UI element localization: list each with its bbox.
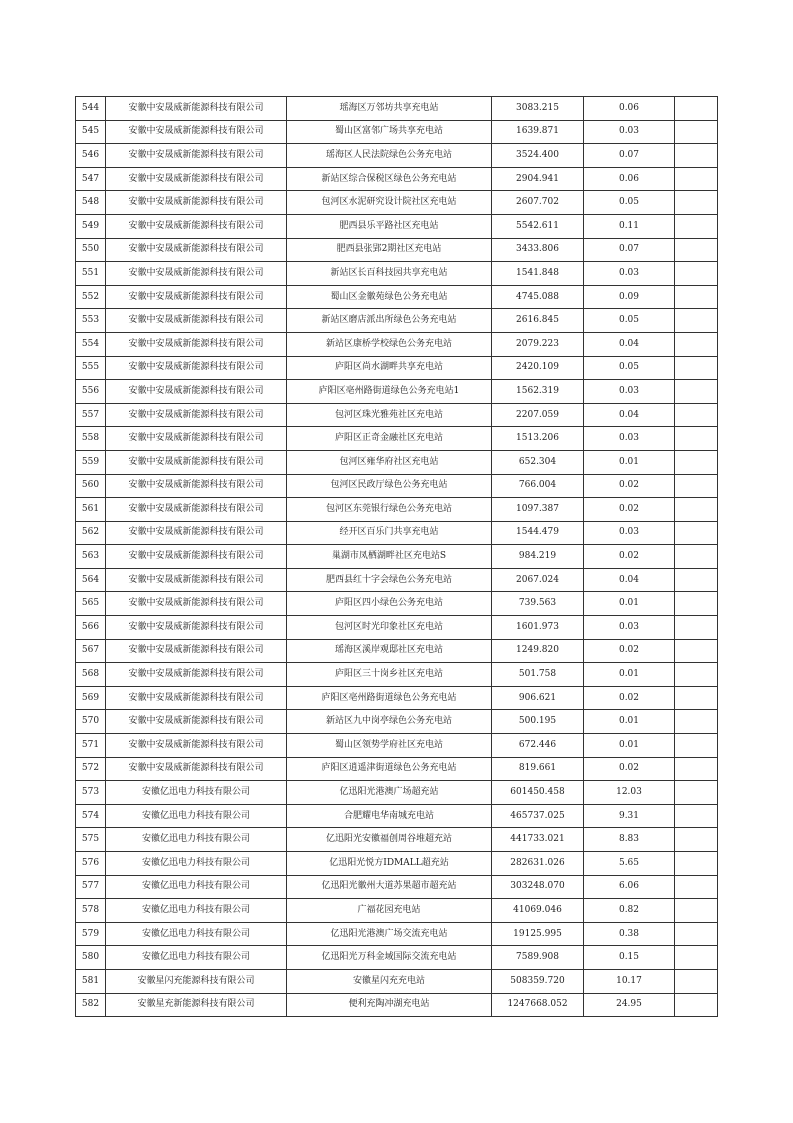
table-row xyxy=(76,262,718,286)
station-name-cell: 瑶海区万邻坊共享充电站 xyxy=(287,97,492,121)
table-row xyxy=(76,804,718,828)
ratio-cell: 0.02 xyxy=(584,498,675,522)
row-number-cell: 549 xyxy=(76,214,106,238)
table-row xyxy=(76,686,718,710)
company-name-cell: 安徽中安晟威新能源科技有限公司 xyxy=(106,710,287,734)
company-name-cell: 安徽亿迅电力科技有限公司 xyxy=(106,828,287,852)
station-name-cell: 新站区磨店派出所绿色公务充电站 xyxy=(287,309,492,333)
company-name-cell: 安徽中安晟威新能源科技有限公司 xyxy=(106,498,287,522)
empty-cell xyxy=(675,616,718,640)
ratio-cell: 0.05 xyxy=(584,356,675,380)
company-name-cell: 安徽中安晟威新能源科技有限公司 xyxy=(106,663,287,687)
row-number-cell: 580 xyxy=(76,946,106,970)
ratio-cell: 0.06 xyxy=(584,97,675,121)
row-number-cell: 558 xyxy=(76,427,106,451)
table-row xyxy=(76,639,718,663)
station-name-cell: 庐阳区三十岗乡社区充电站 xyxy=(287,663,492,687)
charge-amount-cell: 2616.845 xyxy=(492,309,584,333)
charge-amount-cell: 1544.479 xyxy=(492,521,584,545)
table-body xyxy=(76,97,718,1017)
charge-amount-cell: 766.004 xyxy=(492,474,584,498)
charge-amount-cell: 303248.070 xyxy=(492,875,584,899)
table-row xyxy=(76,144,718,168)
table-row xyxy=(76,120,718,144)
ratio-cell: 0.09 xyxy=(584,285,675,309)
station-name-cell: 新站区长百科技园共享充电站 xyxy=(287,262,492,286)
empty-cell xyxy=(675,875,718,899)
station-name-cell: 包河区珠光雅苑社区充电站 xyxy=(287,403,492,427)
charge-amount-cell: 906.621 xyxy=(492,686,584,710)
empty-cell xyxy=(675,663,718,687)
company-name-cell: 安徽中安晟威新能源科技有限公司 xyxy=(106,592,287,616)
ratio-cell: 0.03 xyxy=(584,616,675,640)
company-name-cell: 安徽中安晟威新能源科技有限公司 xyxy=(106,262,287,286)
company-name-cell: 安徽中安晟威新能源科技有限公司 xyxy=(106,474,287,498)
ratio-cell: 0.11 xyxy=(584,214,675,238)
ratio-cell: 0.01 xyxy=(584,710,675,734)
station-name-cell: 亿迅阳光港澳广场交流充电站 xyxy=(287,922,492,946)
charge-amount-cell: 1247668.052 xyxy=(492,993,584,1017)
charge-amount-cell: 652.304 xyxy=(492,450,584,474)
station-name-cell: 包河区水泥研究设计院社区充电站 xyxy=(287,191,492,215)
ratio-cell: 5.65 xyxy=(584,852,675,876)
charge-amount-cell: 3524.400 xyxy=(492,144,584,168)
company-name-cell: 安徽亿迅电力科技有限公司 xyxy=(106,781,287,805)
table-row xyxy=(76,969,718,993)
empty-cell xyxy=(675,686,718,710)
ratio-cell: 24.95 xyxy=(584,993,675,1017)
row-number-cell: 569 xyxy=(76,686,106,710)
charge-amount-cell: 500.195 xyxy=(492,710,584,734)
row-number-cell: 578 xyxy=(76,899,106,923)
row-number-cell: 567 xyxy=(76,639,106,663)
empty-cell xyxy=(675,356,718,380)
charge-amount-cell: 501.758 xyxy=(492,663,584,687)
ratio-cell: 0.03 xyxy=(584,380,675,404)
company-name-cell: 安徽中安晟威新能源科技有限公司 xyxy=(106,545,287,569)
row-number-cell: 545 xyxy=(76,120,106,144)
empty-cell xyxy=(675,899,718,923)
station-name-cell: 肥西县红十字会绿色公务充电站 xyxy=(287,568,492,592)
charge-amount-cell: 41069.046 xyxy=(492,899,584,923)
station-name-cell: 新站区九中岗亭绿色公务充电站 xyxy=(287,710,492,734)
ratio-cell: 0.04 xyxy=(584,403,675,427)
empty-cell xyxy=(675,545,718,569)
table-row xyxy=(76,450,718,474)
station-name-cell: 巢湖市凤栖湖畔社区充电站S xyxy=(287,545,492,569)
table-row xyxy=(76,922,718,946)
ratio-cell: 12.03 xyxy=(584,781,675,805)
row-number-cell: 544 xyxy=(76,97,106,121)
station-name-cell: 庐阳区亳州路街道绿色公务充电站1 xyxy=(287,380,492,404)
table-row xyxy=(76,191,718,215)
empty-cell xyxy=(675,828,718,852)
company-name-cell: 安徽星闪充能源科技有限公司 xyxy=(106,969,287,993)
ratio-cell: 0.02 xyxy=(584,545,675,569)
station-name-cell: 亿迅阳光万科金域国际交流充电站 xyxy=(287,946,492,970)
company-name-cell: 安徽亿迅电力科技有限公司 xyxy=(106,875,287,899)
charge-amount-cell: 1097.387 xyxy=(492,498,584,522)
company-name-cell: 安徽中安晟威新能源科技有限公司 xyxy=(106,521,287,545)
ratio-cell: 6.06 xyxy=(584,875,675,899)
empty-cell xyxy=(675,592,718,616)
ratio-cell: 0.04 xyxy=(584,332,675,356)
row-number-cell: 546 xyxy=(76,144,106,168)
station-name-cell: 安徽星闪充充电站 xyxy=(287,969,492,993)
table-row xyxy=(76,97,718,121)
station-name-cell: 经开区百乐门共享充电站 xyxy=(287,521,492,545)
empty-cell xyxy=(675,710,718,734)
charge-amount-cell: 2904.941 xyxy=(492,167,584,191)
charge-amount-cell: 282631.026 xyxy=(492,852,584,876)
row-number-cell: 572 xyxy=(76,757,106,781)
row-number-cell: 570 xyxy=(76,710,106,734)
row-number-cell: 561 xyxy=(76,498,106,522)
row-number-cell: 548 xyxy=(76,191,106,215)
ratio-cell: 0.15 xyxy=(584,946,675,970)
table-row xyxy=(76,167,718,191)
empty-cell xyxy=(675,144,718,168)
company-name-cell: 安徽中安晟威新能源科技有限公司 xyxy=(106,167,287,191)
row-number-cell: 579 xyxy=(76,922,106,946)
charge-amount-cell: 441733.021 xyxy=(492,828,584,852)
station-name-cell: 新站区康桥学校绿色公务充电站 xyxy=(287,332,492,356)
row-number-cell: 560 xyxy=(76,474,106,498)
charge-amount-cell: 1541.848 xyxy=(492,262,584,286)
station-name-cell: 包河区东莞银行绿色公务充电站 xyxy=(287,498,492,522)
ratio-cell: 0.01 xyxy=(584,734,675,758)
charge-amount-cell: 1513.206 xyxy=(492,427,584,451)
ratio-cell: 0.03 xyxy=(584,521,675,545)
charge-amount-cell: 1249.820 xyxy=(492,639,584,663)
empty-cell xyxy=(675,734,718,758)
company-name-cell: 安徽中安晟威新能源科技有限公司 xyxy=(106,403,287,427)
row-number-cell: 568 xyxy=(76,663,106,687)
table-row xyxy=(76,993,718,1017)
charge-amount-cell: 1562.319 xyxy=(492,380,584,404)
row-number-cell: 556 xyxy=(76,380,106,404)
ratio-cell: 0.02 xyxy=(584,639,675,663)
ratio-cell: 0.01 xyxy=(584,592,675,616)
row-number-cell: 565 xyxy=(76,592,106,616)
charge-amount-cell: 508359.720 xyxy=(492,969,584,993)
table-row xyxy=(76,356,718,380)
table-row xyxy=(76,899,718,923)
table-row xyxy=(76,238,718,262)
company-name-cell: 安徽中安晟威新能源科技有限公司 xyxy=(106,450,287,474)
company-name-cell: 安徽亿迅电力科技有限公司 xyxy=(106,922,287,946)
empty-cell xyxy=(675,969,718,993)
charge-amount-cell: 2607.702 xyxy=(492,191,584,215)
empty-cell xyxy=(675,946,718,970)
charge-amount-cell: 672.446 xyxy=(492,734,584,758)
ratio-cell: 0.05 xyxy=(584,191,675,215)
table-row xyxy=(76,380,718,404)
ratio-cell: 0.82 xyxy=(584,899,675,923)
empty-cell xyxy=(675,781,718,805)
row-number-cell: 576 xyxy=(76,852,106,876)
company-name-cell: 安徽中安晟威新能源科技有限公司 xyxy=(106,757,287,781)
company-name-cell: 安徽亿迅电力科技有限公司 xyxy=(106,852,287,876)
station-name-cell: 肥西县乐平路社区充电站 xyxy=(287,214,492,238)
company-name-cell: 安徽星充新能源科技有限公司 xyxy=(106,993,287,1017)
charge-amount-cell: 2067.024 xyxy=(492,568,584,592)
company-name-cell: 安徽中安晟威新能源科技有限公司 xyxy=(106,309,287,333)
row-number-cell: 574 xyxy=(76,804,106,828)
charge-amount-cell: 2079.223 xyxy=(492,332,584,356)
station-name-cell: 包河区雍华府社区充电站 xyxy=(287,450,492,474)
row-number-cell: 571 xyxy=(76,734,106,758)
table-row xyxy=(76,710,718,734)
ratio-cell: 0.02 xyxy=(584,474,675,498)
company-name-cell: 安徽亿迅电力科技有限公司 xyxy=(106,899,287,923)
ratio-cell: 0.38 xyxy=(584,922,675,946)
empty-cell xyxy=(675,214,718,238)
station-name-cell: 亿迅阳光港澳广场超充站 xyxy=(287,781,492,805)
station-name-cell: 合肥耀电华南城充电站 xyxy=(287,804,492,828)
ratio-cell: 0.02 xyxy=(584,757,675,781)
charge-amount-cell: 3083.215 xyxy=(492,97,584,121)
company-name-cell: 安徽中安晟威新能源科技有限公司 xyxy=(106,97,287,121)
empty-cell xyxy=(675,97,718,121)
table-row xyxy=(76,427,718,451)
table-row xyxy=(76,568,718,592)
empty-cell xyxy=(675,380,718,404)
row-number-cell: 564 xyxy=(76,568,106,592)
station-name-cell: 亿迅阳光安徽福创周谷堆超充站 xyxy=(287,828,492,852)
charge-amount-cell: 2207.059 xyxy=(492,403,584,427)
row-number-cell: 573 xyxy=(76,781,106,805)
row-number-cell: 552 xyxy=(76,285,106,309)
company-name-cell: 安徽中安晟威新能源科技有限公司 xyxy=(106,686,287,710)
row-number-cell: 577 xyxy=(76,875,106,899)
station-name-cell: 亿迅阳光悦方IDMALL超充站 xyxy=(287,852,492,876)
ratio-cell: 0.02 xyxy=(584,686,675,710)
empty-cell xyxy=(675,993,718,1017)
empty-cell xyxy=(675,238,718,262)
company-name-cell: 安徽中安晟威新能源科技有限公司 xyxy=(106,285,287,309)
table-row xyxy=(76,332,718,356)
charge-amount-cell: 19125.995 xyxy=(492,922,584,946)
table-row xyxy=(76,498,718,522)
row-number-cell: 557 xyxy=(76,403,106,427)
station-name-cell: 蜀山区金徽苑绿色公务充电站 xyxy=(287,285,492,309)
table-row xyxy=(76,521,718,545)
empty-cell xyxy=(675,332,718,356)
empty-cell xyxy=(675,403,718,427)
ratio-cell: 0.05 xyxy=(584,309,675,333)
station-name-cell: 庐阳区亳州路街道绿色公务充电站 xyxy=(287,686,492,710)
empty-cell xyxy=(675,521,718,545)
station-name-cell: 蜀山区领势学府社区充电站 xyxy=(287,734,492,758)
table-row xyxy=(76,545,718,569)
company-name-cell: 安徽中安晟威新能源科技有限公司 xyxy=(106,356,287,380)
ratio-cell: 0.07 xyxy=(584,238,675,262)
ratio-cell: 0.07 xyxy=(584,144,675,168)
company-name-cell: 安徽中安晟威新能源科技有限公司 xyxy=(106,568,287,592)
company-name-cell: 安徽中安晟威新能源科技有限公司 xyxy=(106,332,287,356)
charge-amount-cell: 819.661 xyxy=(492,757,584,781)
station-name-cell: 庐阳区四小绿色公务充电站 xyxy=(287,592,492,616)
charge-amount-cell: 465737.025 xyxy=(492,804,584,828)
company-name-cell: 安徽中安晟威新能源科技有限公司 xyxy=(106,120,287,144)
station-name-cell: 庐阳区逍遥津街道绿色公务充电站 xyxy=(287,757,492,781)
empty-cell xyxy=(675,285,718,309)
station-name-cell: 庐阳区正奇金融社区充电站 xyxy=(287,427,492,451)
station-name-cell: 蜀山区富邻广场共享充电站 xyxy=(287,120,492,144)
company-name-cell: 安徽中安晟威新能源科技有限公司 xyxy=(106,616,287,640)
row-number-cell: 563 xyxy=(76,545,106,569)
empty-cell xyxy=(675,757,718,781)
ratio-cell: 0.01 xyxy=(584,450,675,474)
row-number-cell: 559 xyxy=(76,450,106,474)
empty-cell xyxy=(675,922,718,946)
empty-cell xyxy=(675,167,718,191)
station-name-cell: 瑶海区人民法院绿色公务充电站 xyxy=(287,144,492,168)
company-name-cell: 安徽中安晟威新能源科技有限公司 xyxy=(106,214,287,238)
row-number-cell: 582 xyxy=(76,993,106,1017)
table-row xyxy=(76,474,718,498)
table-row xyxy=(76,946,718,970)
row-number-cell: 553 xyxy=(76,309,106,333)
data-table xyxy=(75,96,718,1017)
row-number-cell: 550 xyxy=(76,238,106,262)
charge-amount-cell: 7589.908 xyxy=(492,946,584,970)
company-name-cell: 安徽中安晟威新能源科技有限公司 xyxy=(106,639,287,663)
table-row xyxy=(76,285,718,309)
company-name-cell: 安徽中安晟威新能源科技有限公司 xyxy=(106,191,287,215)
company-name-cell: 安徽中安晟威新能源科技有限公司 xyxy=(106,380,287,404)
ratio-cell: 8.83 xyxy=(584,828,675,852)
company-name-cell: 安徽亿迅电力科技有限公司 xyxy=(106,946,287,970)
company-name-cell: 安徽中安晟威新能源科技有限公司 xyxy=(106,144,287,168)
ratio-cell: 10.17 xyxy=(584,969,675,993)
empty-cell xyxy=(675,120,718,144)
ratio-cell: 0.06 xyxy=(584,167,675,191)
table-row xyxy=(76,214,718,238)
company-name-cell: 安徽亿迅电力科技有限公司 xyxy=(106,804,287,828)
charge-amount-cell: 984.219 xyxy=(492,545,584,569)
charge-amount-cell: 5542.611 xyxy=(492,214,584,238)
station-name-cell: 庐阳区尚水湖畔共享充电站 xyxy=(287,356,492,380)
table-row xyxy=(76,616,718,640)
empty-cell xyxy=(675,639,718,663)
empty-cell xyxy=(675,191,718,215)
table-row xyxy=(76,781,718,805)
station-name-cell: 包河区民政厅绿色公务充电站 xyxy=(287,474,492,498)
charge-amount-cell: 4745.088 xyxy=(492,285,584,309)
charge-amount-cell: 601450.458 xyxy=(492,781,584,805)
ratio-cell: 0.03 xyxy=(584,120,675,144)
table-row xyxy=(76,663,718,687)
ratio-cell: 9.31 xyxy=(584,804,675,828)
table-row xyxy=(76,592,718,616)
ratio-cell: 0.03 xyxy=(584,262,675,286)
company-name-cell: 安徽中安晟威新能源科技有限公司 xyxy=(106,238,287,262)
table-row xyxy=(76,828,718,852)
ratio-cell: 0.01 xyxy=(584,663,675,687)
station-name-cell: 新站区综合保税区绿色公务充电站 xyxy=(287,167,492,191)
empty-cell xyxy=(675,498,718,522)
table-row xyxy=(76,875,718,899)
row-number-cell: 562 xyxy=(76,521,106,545)
table-row xyxy=(76,734,718,758)
table-row xyxy=(76,309,718,333)
station-name-cell: 肥西县张郢2期社区充电站 xyxy=(287,238,492,262)
ratio-cell: 0.04 xyxy=(584,568,675,592)
row-number-cell: 555 xyxy=(76,356,106,380)
row-number-cell: 551 xyxy=(76,262,106,286)
empty-cell xyxy=(675,852,718,876)
empty-cell xyxy=(675,474,718,498)
empty-cell xyxy=(675,427,718,451)
row-number-cell: 581 xyxy=(76,969,106,993)
charge-amount-cell: 1601.973 xyxy=(492,616,584,640)
table-row xyxy=(76,852,718,876)
table-row xyxy=(76,403,718,427)
station-name-cell: 瑶海区溪岸观邸社区充电站 xyxy=(287,639,492,663)
empty-cell xyxy=(675,450,718,474)
row-number-cell: 566 xyxy=(76,616,106,640)
empty-cell xyxy=(675,568,718,592)
charge-amount-cell: 2420.109 xyxy=(492,356,584,380)
station-name-cell: 包河区时光印象社区充电站 xyxy=(287,616,492,640)
row-number-cell: 547 xyxy=(76,167,106,191)
empty-cell xyxy=(675,262,718,286)
charge-amount-cell: 739.563 xyxy=(492,592,584,616)
station-name-cell: 便利充陶冲湖充电站 xyxy=(287,993,492,1017)
station-name-cell: 广福花园充电站 xyxy=(287,899,492,923)
table-row xyxy=(76,757,718,781)
empty-cell xyxy=(675,804,718,828)
station-name-cell: 亿迅阳光徽州大道苏果超市超充站 xyxy=(287,875,492,899)
charge-amount-cell: 1639.871 xyxy=(492,120,584,144)
row-number-cell: 575 xyxy=(76,828,106,852)
charge-amount-cell: 3433.806 xyxy=(492,238,584,262)
row-number-cell: 554 xyxy=(76,332,106,356)
company-name-cell: 安徽中安晟威新能源科技有限公司 xyxy=(106,427,287,451)
company-name-cell: 安徽中安晟威新能源科技有限公司 xyxy=(106,734,287,758)
empty-cell xyxy=(675,309,718,333)
ratio-cell: 0.03 xyxy=(584,427,675,451)
